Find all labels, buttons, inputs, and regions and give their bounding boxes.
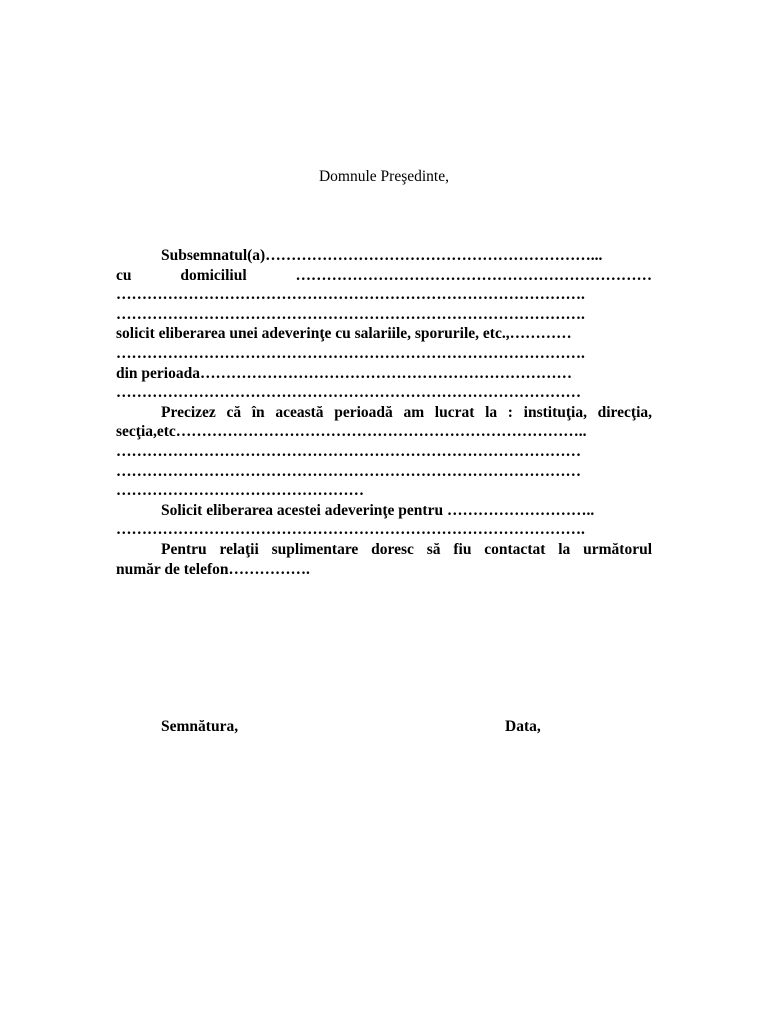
document-body	[116, 246, 652, 579]
body-line-solicit: solicit eliberarea unei adeverinţe cu salariile, sporurile, etc.,…………	[116, 325, 572, 343]
body-line-pentru-relatii: Pentru relaţii suplimentare doresc să fiu contactat la următorul	[161, 540, 652, 558]
body-line-solicit-pentru: Solicit eliberarea acestei adeverinţe pentru ………………………..	[161, 501, 595, 519]
body-line-fill: ……………………………………………………………………………….	[116, 286, 585, 304]
body-line-fill: ……………………………………………………………………………….	[116, 521, 585, 539]
body-line-perioada: din perioada………………………………………………………………	[116, 364, 572, 382]
body-line-fill: ………………………………………………………………………………	[116, 442, 581, 460]
signature-label: Semnătura,	[161, 718, 239, 735]
body-line-fill: ……………………………………………………………………………….	[116, 344, 585, 362]
body-line-domiciliul: cu domiciliul ……………………………………………………………	[116, 266, 652, 284]
body-line-telefon: număr de telefon…………….	[116, 560, 310, 578]
body-line-fill: ………………………………………………………………………………	[116, 384, 581, 402]
body-line-fill: …………………………………………	[116, 482, 364, 500]
document-title: Domnule Preşedinte,	[318, 168, 449, 185]
body-line-precizez: Precizez că în această perioadă am lucrat la : instituţia, direcţia,	[161, 403, 652, 421]
body-line-fill: ………………………………………………………………………………	[116, 462, 581, 480]
date-label: Data,	[505, 718, 541, 735]
body-line-fill: ……………………………………………………………………………….	[116, 305, 585, 323]
body-line-subsemnatul: Subsemnatul(a)………………………………………………………...	[161, 247, 603, 264]
body-line-sectia: secţia,etc……………………………………………………………………..	[116, 423, 587, 441]
